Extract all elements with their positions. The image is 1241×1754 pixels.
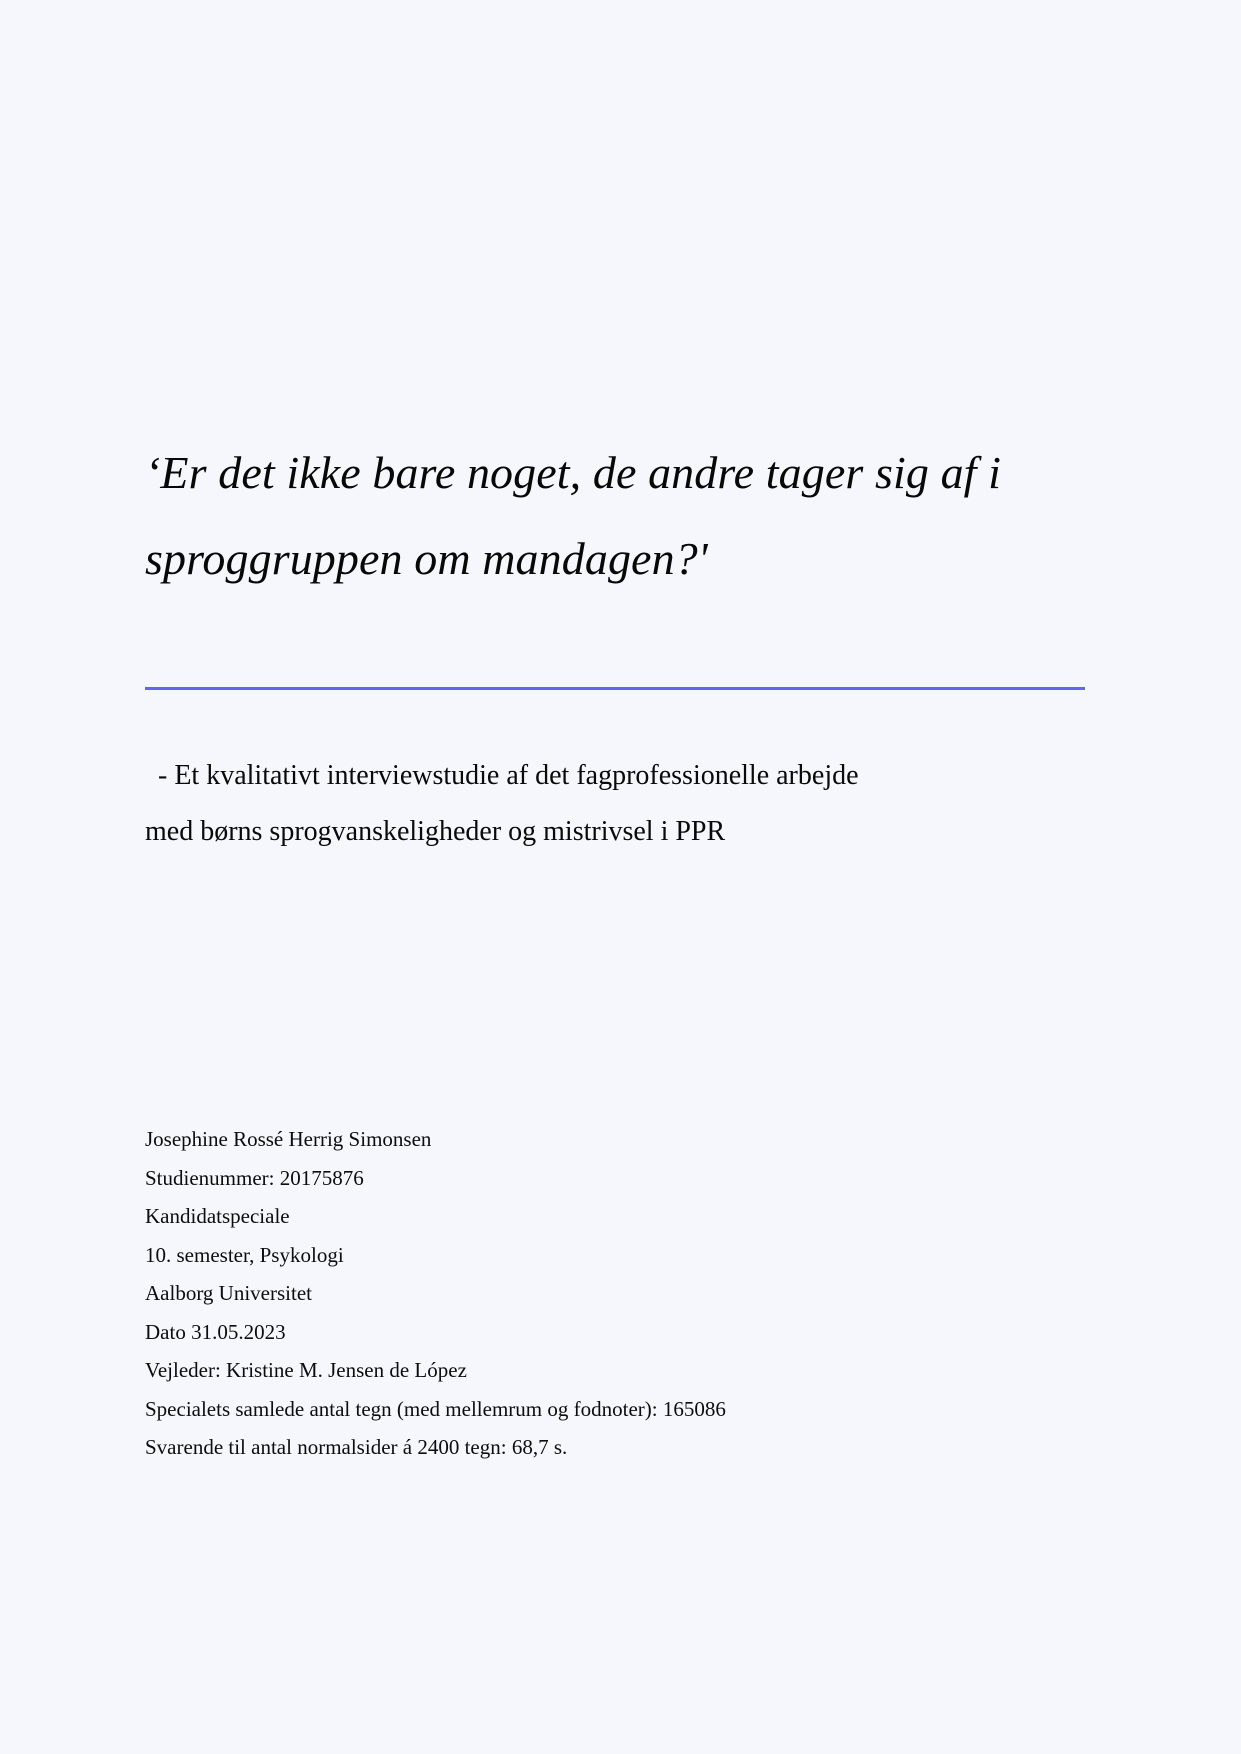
supervisor-name: Vejleder: Kristine M. Jensen de López <box>145 1358 467 1382</box>
thesis-type: Kandidatspeciale <box>145 1204 290 1228</box>
submission-date: Dato 31.05.2023 <box>145 1319 286 1344</box>
subtitle-line-2: med børns sprogvanskeligheder og mistrivsel i PPR <box>145 816 726 847</box>
subtitle-line-1: - Et kvalitativt interviewstudie af det fagprofessionelle arbejde <box>158 760 859 791</box>
normal-pages-count: Svarende til antal normalsider á 2400 tegn: 68,7 s. <box>145 1435 568 1459</box>
author-metadata-block <box>145 1120 1095 1467</box>
semester-and-program: 10. semester, Psykologi <box>145 1242 344 1267</box>
title-line-2: sproggruppen om mandagen?' <box>145 533 708 584</box>
title-divider-rule <box>145 687 1085 690</box>
title-line-1: ‘Er det ikke bare noget, de andre tager sig af i <box>145 447 1002 498</box>
university-name: Aalborg Universitet <box>145 1281 312 1305</box>
thesis-title <box>145 430 1095 602</box>
author-name: Josephine Rossé Herrig Simonsen <box>145 1127 432 1151</box>
thesis-subtitle <box>145 748 1085 860</box>
character-count: Specialets samlede antal tegn (med mellemrum og fodnoter): 165086 <box>145 1396 726 1421</box>
student-number: Studienummer: 20175876 <box>145 1165 364 1190</box>
